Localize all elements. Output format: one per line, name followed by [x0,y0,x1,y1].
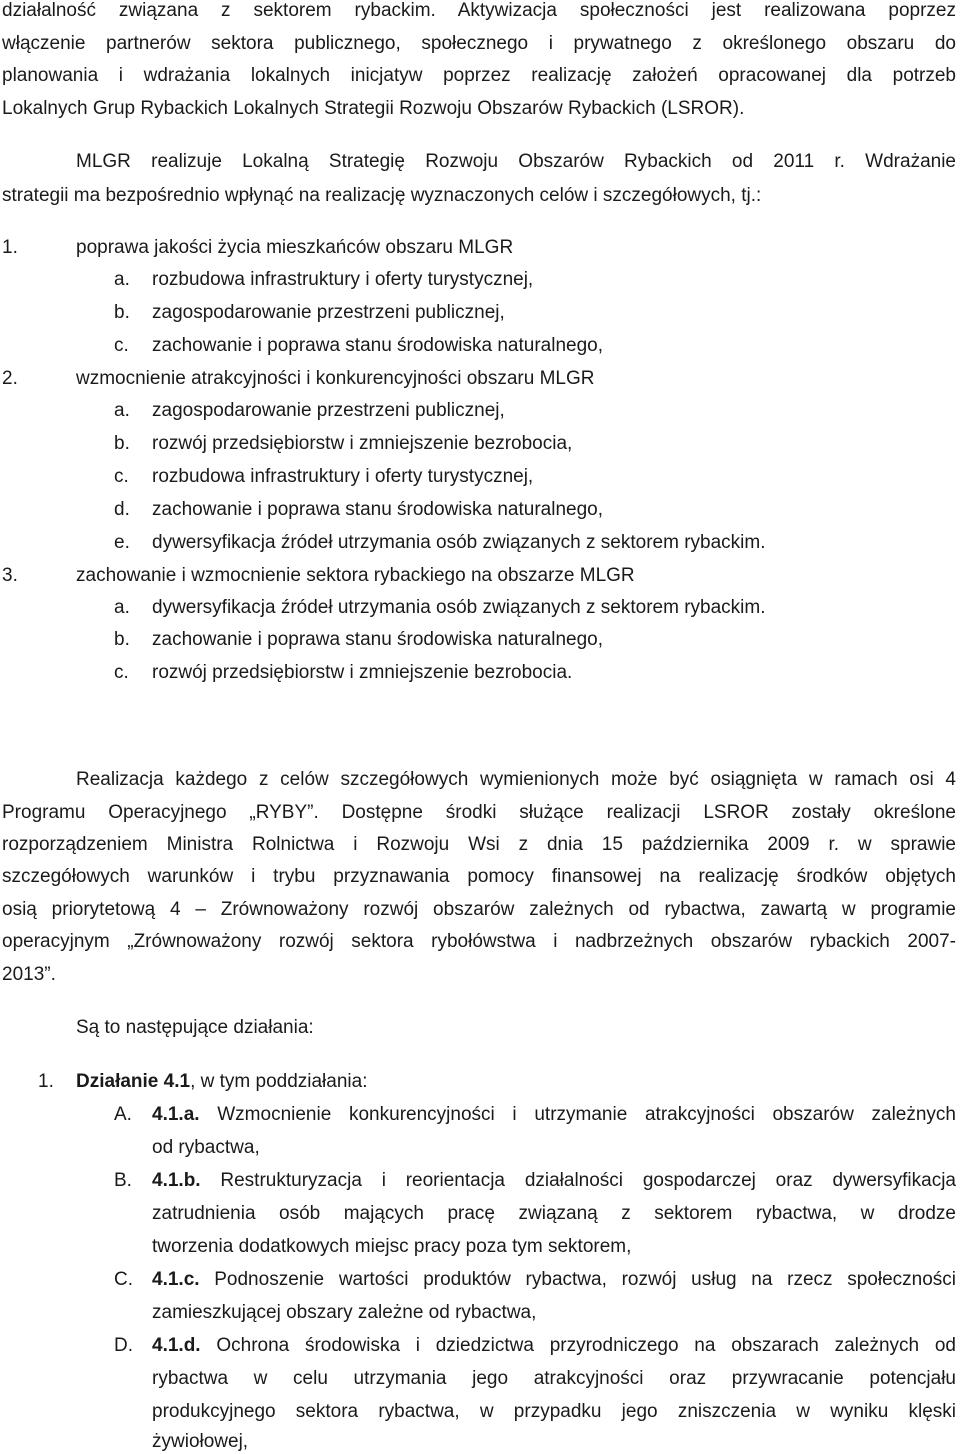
list-text: dywersyfikacja źródeł utrzymania osób związanych z sektorem rybackim. [152,597,766,618]
realizacja-line-6: operacyjnym „Zrównoważony rozwój sektora rybołówstwa i nadbrzeżnych obszarów rybackich 2007- [2,931,956,952]
subaction-letter: C. [114,1269,133,1290]
subaction-line [152,1268,956,1292]
list-letter: b. [114,433,130,454]
list-text: rozbudowa infrastruktury i oferty turystycznej, [152,269,534,290]
goal-title: poprawa jakości życia mieszkańców obszaru MLGR [76,237,514,258]
realizacja-line-3: rozporządzeniem Ministra Rolnictwa i Rozwoju Wsi z dnia 15 października 2009 r. w sprawie [2,834,956,855]
list-letter: b. [114,629,130,650]
list-letter: d. [114,499,130,520]
goal-title: zachowanie i wzmocnienie sektora rybackiego na obszarze MLGR [76,565,635,586]
goal-number: 3. [2,565,18,586]
intro-line-3: planowania i wdrażania lokalnych inicjatyw poprzez realizację założeń opracowanej dla potrzeb [2,65,956,86]
subaction-text: Wzmocnienie konkurencyjności i utrzymanie atrakcyjności obszarów zależnych [217,1104,956,1125]
list-text: zagospodarowanie przestrzeni publicznej, [152,302,505,323]
goal-number: 2. [2,368,18,389]
subaction-code: 4.1.b. [152,1170,201,1191]
subaction-line [152,1334,956,1358]
subaction-text: produkcyjnego sektora rybactwa, w przypadku jego zniszczenia w wyniku klęski [152,1401,956,1422]
subaction-line [152,1103,956,1127]
mlgr-line-1: MLGR realizuje Lokalną Strategię Rozwoju Obszarów Rybackich od 2011 r. Wdrażanie [76,151,956,172]
subaction-code: 4.1.a. [152,1104,200,1125]
dzialanie-title [76,1070,367,1094]
goal-title: wzmocnienie atrakcyjności i konkurencyjności obszaru MLGR [76,368,595,389]
subaction-text: od rybactwa, [152,1137,260,1158]
intro-line-2: włączenie partnerów sektora publicznego, społecznego i prywatnego z określonego obszaru do [2,33,956,54]
subaction-text: Podnoszenie wartości produktów rybactwa, rozwój usług na rzecz społeczności [214,1269,956,1290]
list-letter: e. [114,532,130,553]
subaction-text: Ochrona środowiska i dziedzictwa przyrodniczego na obszarach zależnych od [216,1335,956,1356]
subaction-code: 4.1.d. [152,1335,201,1356]
list-text: zachowanie i poprawa stanu środowiska naturalnego, [152,335,603,356]
list-text: zachowanie i poprawa stanu środowiska naturalnego, [152,629,603,650]
subaction-letter: A. [114,1104,132,1125]
list-letter: b. [114,302,130,323]
intro-line-1: działalność związana z sektorem rybackim. Aktywizacja społeczności jest realizowana poprzez [2,0,956,21]
subaction-letter: B. [114,1170,132,1191]
list-text: rozbudowa infrastruktury i oferty turystycznej, [152,466,534,487]
dzialanie-bold: Działanie 4.1 [76,1071,191,1092]
mlgr-line-2: strategii ma bezpośrednio wpłynąć na realizację wyznaczonych celów i szczegółowych, tj.: [2,185,762,206]
list-letter: a. [114,400,130,421]
realizacja-line-1: Realizacja każdego z celów szczegółowych wymienionych może być osiągnięta w ramach osi 4 [76,769,956,790]
subaction-line [152,1169,956,1193]
subaction-text: Restrukturyzacja i reorientacja działalności gospodarczej oraz dywersyfikacja [220,1170,956,1191]
realizacja-line-2: Programu Operacyjnego „RYBY”. Dostępne środki służące realizacji LSROR zostały określone [2,802,956,823]
subaction-text: żywiołowej, [152,1431,249,1452]
list-letter: a. [114,597,130,618]
list-text: rozwój przedsiębiorstw i zmniejszenie bezrobocia, [152,433,573,454]
realizacja-line-7: 2013”. [2,964,56,985]
list-text: dywersyfikacja źródeł utrzymania osób związanych z sektorem rybackim. [152,532,766,553]
subaction-text: zamieszkującej obszary zależne od rybactwa, [152,1302,537,1323]
list-text: zachowanie i poprawa stanu środowiska naturalnego, [152,499,603,520]
list-letter: c. [114,335,129,356]
goal-number: 1. [2,237,18,258]
dzialanie-rest: , w tym poddziałania: [190,1071,368,1092]
list-letter: a. [114,269,130,290]
list-letter: c. [114,466,129,487]
list-text: zagospodarowanie przestrzeni publicznej, [152,400,505,421]
intro-line-4: Lokalnych Grup Rybackich Lokalnych Strategii Rozwoju Obszarów Rybackich (LSROR). [2,98,745,119]
subaction-text: zatrudnienia osób mających pracę związaną z sektorem rybactwa, w drodze [152,1203,956,1224]
list-letter: c. [114,662,129,683]
subaction-text: rybactwa w celu utrzymania jego atrakcyjności oraz przywracanie potencjału [152,1368,956,1389]
list-text: rozwój przedsiębiorstw i zmniejszenie bezrobocia. [152,662,573,683]
subaction-text: tworzenia dodatkowych miejsc pracy poza tym sektorem, [152,1236,632,1257]
subaction-code: 4.1.c. [152,1269,200,1290]
dzialanie-number: 1. [38,1071,54,1092]
actions-intro: Są to następujące działania: [76,1017,314,1038]
realizacja-line-5: osią priorytetową 4 – Zrównoważony rozwój obszarów zależnych od rybactwa, zawartą w programie [2,899,956,920]
realizacja-line-4: szczegółowych warunków i trybu przyznawania pomocy finansowej na realizację środków objętych [2,866,956,887]
subaction-letter: D. [114,1335,133,1356]
